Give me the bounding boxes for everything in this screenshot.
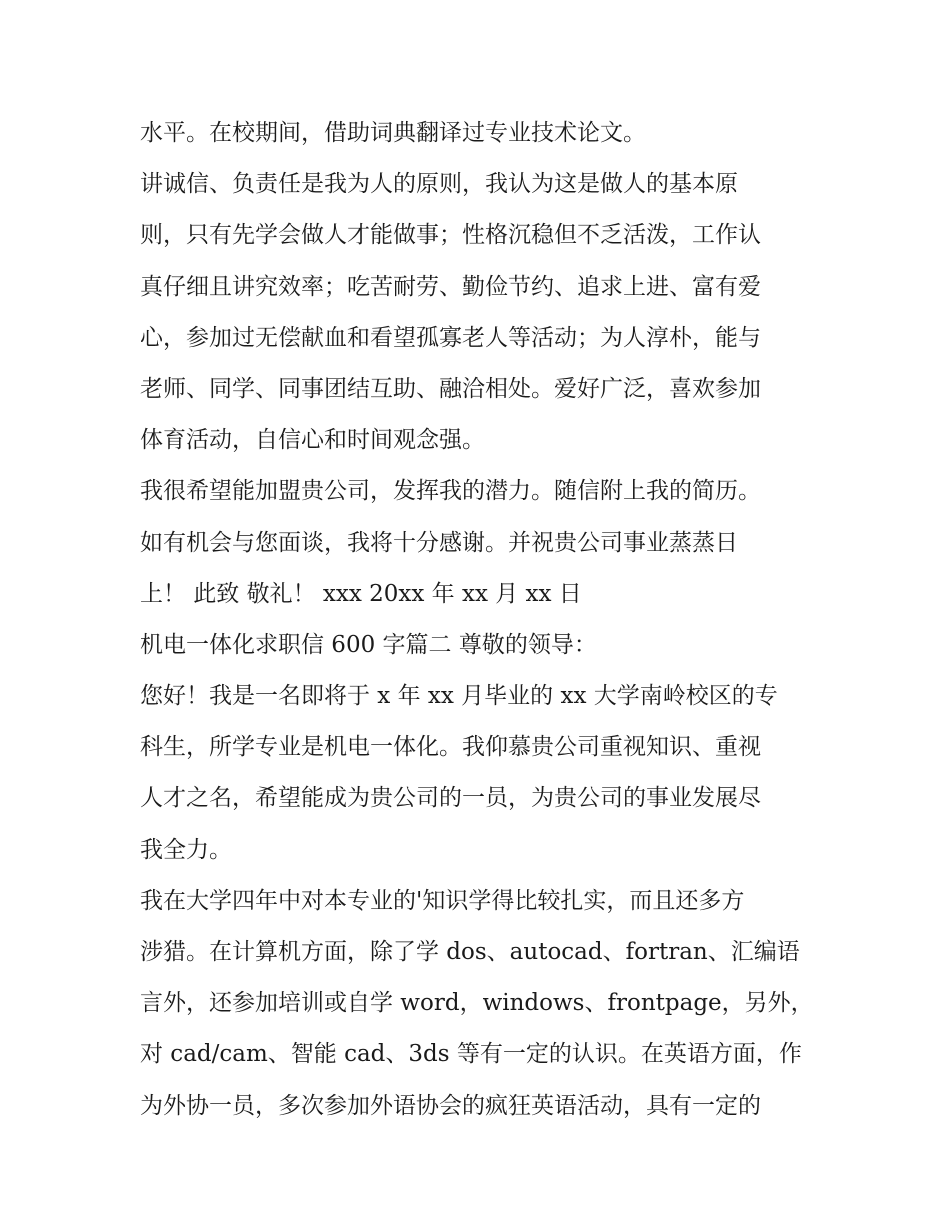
text-line: 则，只有先学会做人才能做事；性格沉稳但不乏活泼，工作认 (140, 222, 761, 249)
text-line: 真仔细且讲究效率；吃苦耐劳、勤俭节约、追求上进、富有爱 (140, 273, 761, 300)
section-heading-line: 机电一体化求职信 600 字篇二 尊敬的领导： (140, 631, 597, 658)
text-line: 您好！我是一名即将于 x 年 xx 月毕业的 xx 大学南岭校区的专 (140, 683, 778, 710)
text-line: 上！ 此致 敬礼！ xxx 20xx 年 xx 月 xx 日 (140, 580, 582, 607)
text-line: 对 cad/cam、智能 cad、3ds 等有一定的认识。在英语方面，作 (140, 1041, 802, 1068)
text-line: 体育活动，自信心和时间观念强。 (140, 427, 485, 454)
text-line: 水平。在校期间，借助词典翻译过专业技术论文。 (140, 120, 646, 146)
text-line: 我在大学四年中对本专业的'知识学得比较扎实，而且还多方 (140, 887, 745, 914)
text-line: 言外，还参加培训或自学 word，windows、frontpage，另外， (140, 990, 814, 1017)
text-line: 我很希望能加盟贵公司，发挥我的潜力。随信附上我的简历。 (140, 478, 761, 505)
text-line: 为外协一员，多次参加外语协会的疯狂英语活动，具有一定的 (140, 1092, 761, 1119)
text-line: 老师、同学、同事团结互助、融洽相处。爱好广泛，喜欢参加 (140, 375, 761, 402)
text-line: 涉猎。在计算机方面，除了学 dos、autocad、fortran、汇编语 (140, 939, 800, 965)
text-line: 我全力。 (140, 836, 232, 863)
text-line: 科生，所学专业是机电一体化。我仰慕贵公司重视知识、重视 (140, 734, 761, 761)
text-line: 人才之名，希望能成为贵公司的一员，为贵公司的事业发展尽 (140, 785, 761, 812)
text-line: 如有机会与您面谈，我将十分感谢。并祝贵公司事业蒸蒸日 (140, 529, 738, 556)
text-line: 心，参加过无偿献血和看望孤寡老人等活动；为人淳朴，能与 (140, 324, 761, 351)
text-line: 讲诚信、负责任是我为人的原则，我认为这是做人的基本原 (140, 171, 738, 198)
document-body (140, 108, 820, 1132)
